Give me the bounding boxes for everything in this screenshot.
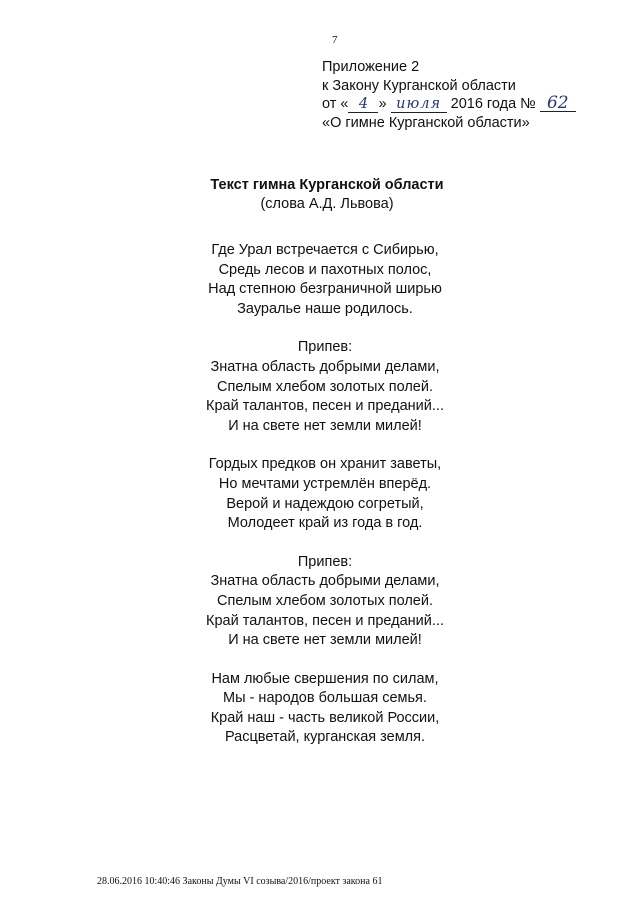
verse-line: Где Урал встречается с Сибирью, [211,242,439,258]
anthem-text [0,241,640,767]
appendix-header [322,58,576,132]
handwritten-day: 4 [348,96,378,113]
date-year: 2016 года № [450,96,536,112]
document-title: Текст гимна Курганской области [210,177,444,193]
page-number: 7 [332,34,338,46]
verse-line: Средь лесов и пахотных полос, [218,261,432,278]
stanza [10,241,640,319]
verse-line: Край наш - часть великой России, [210,709,440,726]
appendix-date-line [322,95,576,114]
stanza [10,338,640,436]
stanza [10,553,640,651]
verse-line: Зауралье наше родилось. [237,300,413,317]
verse-line: Знатна область добрыми делами, [210,358,440,375]
stanza [10,455,640,533]
verse-line: Гордых предков он хранит заветы, [208,456,442,473]
stanza [10,670,640,748]
verse-line: Расцветай, курганская земля. [224,729,426,746]
verse-line: И на свете нет земли милей! [228,632,422,649]
verse-line: Мы - народов большая семья. [223,690,427,707]
verse-line: Спелым хлебом золотых полей. [217,592,433,609]
verse-line: Знатна область добрыми делами, [210,573,440,590]
verse-line: Припев: [297,553,353,570]
verse-line: Верой и надеждою согретый, [226,495,424,512]
appendix-law-ref: к Закону Курганской области [322,77,516,94]
verse-line: Над степною безграничной ширью [208,281,442,298]
verse-line: Нам любые свершения по силам, [211,670,439,687]
appendix-label: Приложение 2 [322,59,420,75]
verse-line: Край талантов, песен и преданий... [206,612,444,629]
footer-path: 28.06.2016 10:40:46 Законы Думы VI созыва/2016/проект закона 61 [97,876,383,887]
date-mid: » [378,96,387,112]
verse-line: Припев: [297,339,353,356]
title-block [0,176,640,214]
verse-line: Край талантов, песен и преданий... [206,398,444,415]
verse-line: И на свете нет земли милей! [228,417,422,434]
handwritten-law-number: 62 [540,95,576,112]
verse-line: Молодеет край из года в год. [227,515,423,532]
verse-line: Но мечтами устремлён вперёд. [218,475,432,492]
appendix-law-title: «О гимне Курганской области» [322,114,530,131]
verse-line: Спелым хлебом золотых полей. [217,378,433,395]
handwritten-month: июля [391,96,447,113]
document-subtitle: (слова А.Д. Львова) [260,196,394,212]
date-prefix: от « [322,96,349,112]
